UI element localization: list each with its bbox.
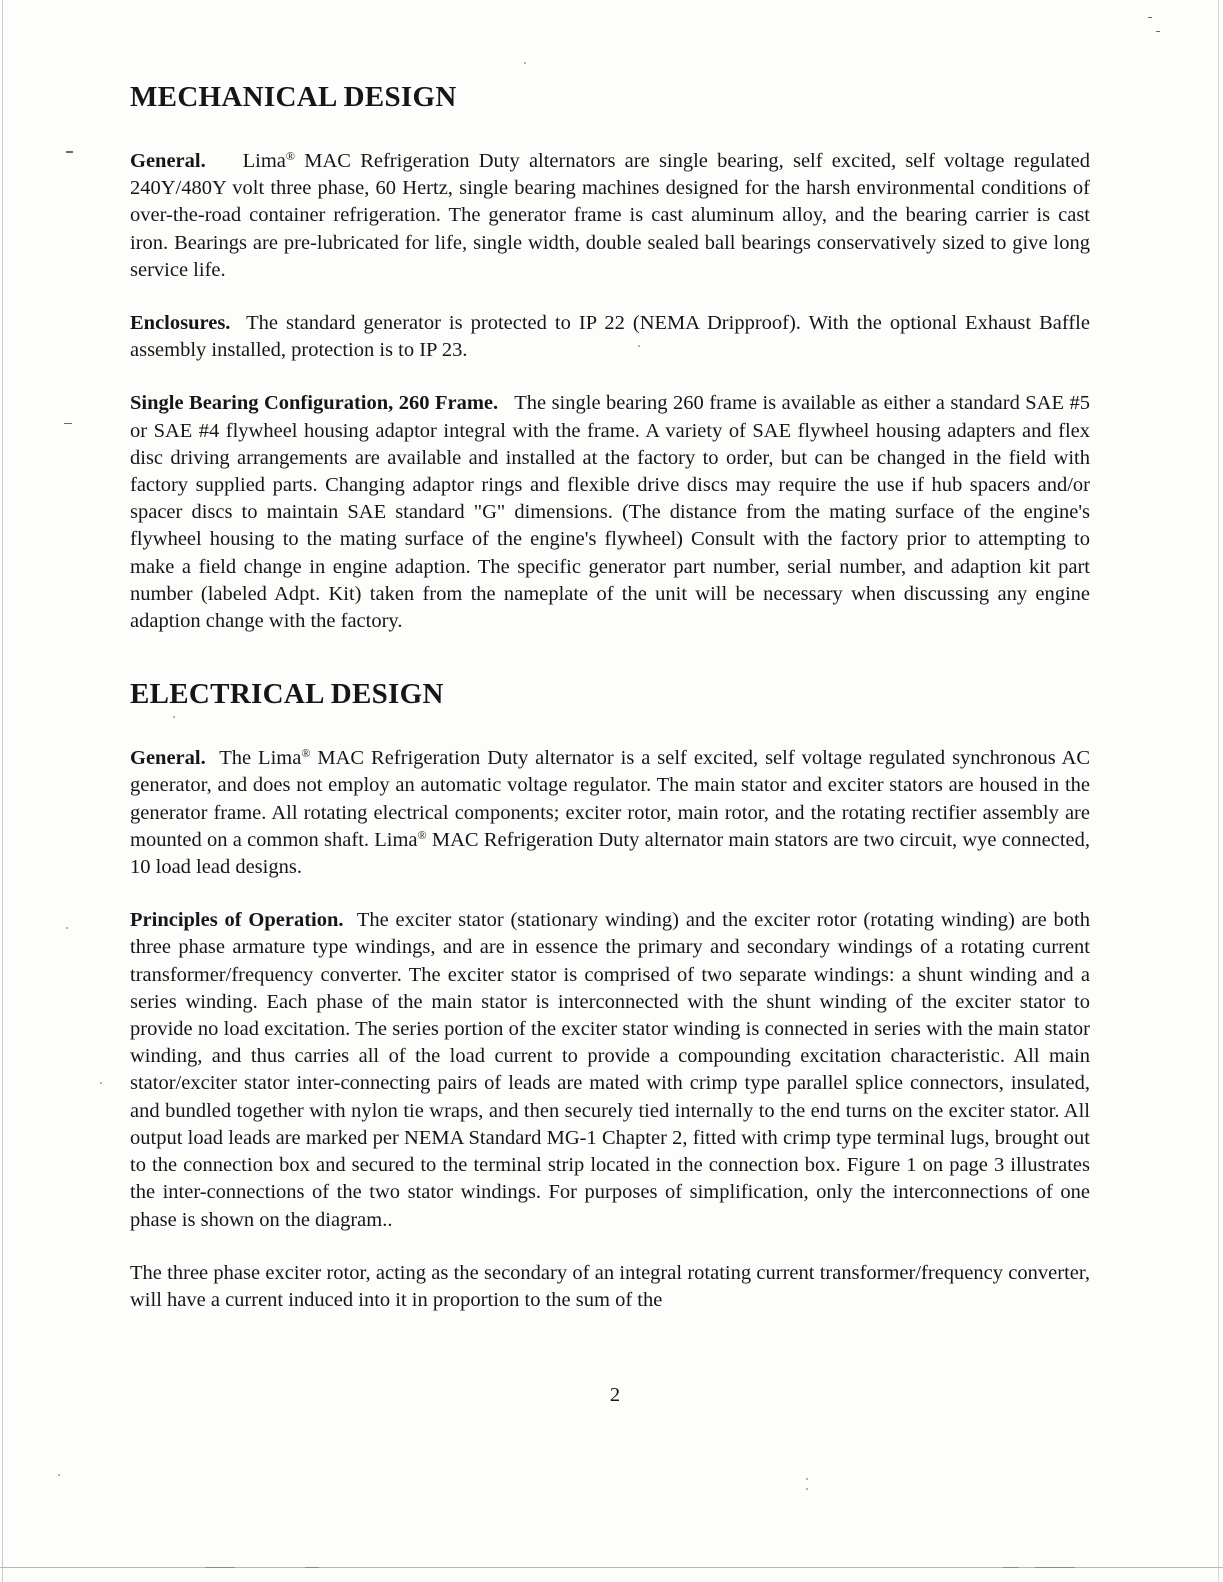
- electrical-general-text-3: MAC Refrigeration Duty alternator main stators are two circuit, wye connected, 10 load lead designs.: [130, 828, 1090, 879]
- scan-dot: [806, 1488, 808, 1490]
- mechanical-design-section: [130, 78, 1090, 635]
- electrical-general-paragraph: [130, 745, 1090, 881]
- scan-mark: [1148, 17, 1152, 18]
- scan-mark: [305, 1567, 319, 1568]
- electrical-general-text-2: MAC Refrigeration Duty alternator is a self excited, self voltage regulated synchronous AC generator, and does not employ an automatic voltage regulator. The main stator and exciter stators are housed in the generator frame. All rotating electrical components; exciter rotor, main rotor, and the rotating rectifier assembly are mounted on a common shaft. Lima: [130, 747, 1090, 851]
- registered-mark: ®: [417, 827, 427, 842]
- enclosures-paragraph: [130, 310, 1090, 364]
- scan-mark: [205, 1567, 235, 1568]
- mechanical-design-heading: MECHANICAL DESIGN: [130, 81, 457, 113]
- scan-dot: [524, 62, 526, 64]
- document-body: [130, 78, 1090, 1340]
- electrical-general-label: General.: [130, 747, 206, 770]
- mechanical-general-paragraph: [130, 148, 1090, 284]
- scan-dot: [806, 1478, 808, 1480]
- scan-mark: [1035, 1567, 1075, 1568]
- page-number: 2: [609, 1384, 621, 1406]
- electrical-design-heading: ELECTRICAL DESIGN: [130, 678, 444, 711]
- scan-mark: [64, 423, 72, 424]
- enclosures-label: Enclosures.: [130, 312, 231, 335]
- electrical-design-section: [130, 675, 1090, 1314]
- single-bearing-paragraph: [130, 390, 1090, 635]
- scan-mark: [66, 151, 73, 153]
- scan-edge-right: [1218, 0, 1219, 1582]
- electrical-general-text-1: The Lima: [219, 747, 302, 770]
- scan-mark: [1003, 1567, 1019, 1568]
- registered-mark: ®: [301, 746, 311, 761]
- principles-of-operation-paragraph: [130, 907, 1090, 1233]
- single-bearing-text: The single bearing 260 frame is available as either a standard SAE #5 or SAE #4 flywheel housing adaptor integral with the frame. A variety of SAE flywheel housing adapters and flex disc driving arrangements are available and installed at the factory to order, but can be changed in the field with factory supplied parts. Changing adaptor rings and flexible drive discs may require the use if hub spacers and/or spacer discs to maintain SAE standard "G" dimensions. (The distance from the mating surface of the engine's flywheel housing to the mating surface of the engine's flywheel) Consult with the factory prior to attempting to make a field change in engine adaption. The specific generator part number, serial number, and adaption kit part number (labeled Adpt. Kit) taken from the nameplate of the unit will be necessary when discussing any engine adaption change with the factory.: [130, 392, 1090, 633]
- scan-mark: [1156, 31, 1160, 32]
- exciter-rotor-paragraph: The three phase exciter rotor, acting as the secondary of an integral rotating current transformer/frequency converter, will have a current induced into it in proportion to the sum of the: [130, 1261, 1090, 1311]
- registered-mark: ®: [285, 149, 296, 163]
- scan-dot: [100, 1082, 102, 1084]
- enclosures-text: The standard generator is protected to IP 22 (NEMA Dripproof). With the optional Exhaust Baffle assembly installed, protection is to IP 23.: [130, 312, 1090, 362]
- principles-of-operation-label: Principles of Operation.: [130, 909, 344, 932]
- scan-dot: [66, 927, 68, 929]
- scan-edge-left: [2, 0, 3, 1582]
- principles-of-operation-text: The exciter stator (stationary winding) and the exciter rotor (rotating winding) are both three phase armature type windings, and are in essence the primary and secondary windings of a rotating current transformer/frequency converter. The exciter stator is comprised of two separate windings: a shunt winding and a series winding. Each phase of the main stator is interconnected with the shunt winding of the exciter stator to provide no load excitation. The series portion of the exciter stator winding is connected in series with the main stator winding, and thus carries all of the load current to provide a compounding excitation characteristic. All main stator/exciter stator inter-connecting pairs of leads are mated with crimp type parallel splice connectors, insulated, and bundled together with nylon tie wraps, and then securely tied internally to the end turns on the exciter stator. All output load leads are marked per NEMA Standard MG-1 Chapter 2, fitted with crimp type terminal lugs, brought out to the connection box and secured to the terminal strip located in the connection box. Figure 1 on page 3 illustrates the inter-connections of the two stator windings. For purposes of simplification, only the interconnections of one phase is shown on the diagram..: [130, 909, 1090, 1231]
- mechanical-general-label: General.: [130, 150, 206, 172]
- mechanical-general-text-2: MAC Refrigeration Duty alternators are single bearing, self excited, self voltage regulated 240Y/480Y volt three phase, 60 Hertz, single bearing machines designed for the harsh environmental conditions of over-the-road container refrigeration. The generator frame is cast aluminum alloy, and the bearing carrier is cast iron. Bearings are pre-lubricated for life, single width, double sealed ball bearings conservatively sized to give long service life.: [130, 150, 1090, 281]
- scan-dot: [58, 1474, 60, 1476]
- single-bearing-label: Single Bearing Configuration, 260 Frame.: [130, 392, 499, 415]
- mechanical-general-text-1: Lima: [242, 150, 286, 172]
